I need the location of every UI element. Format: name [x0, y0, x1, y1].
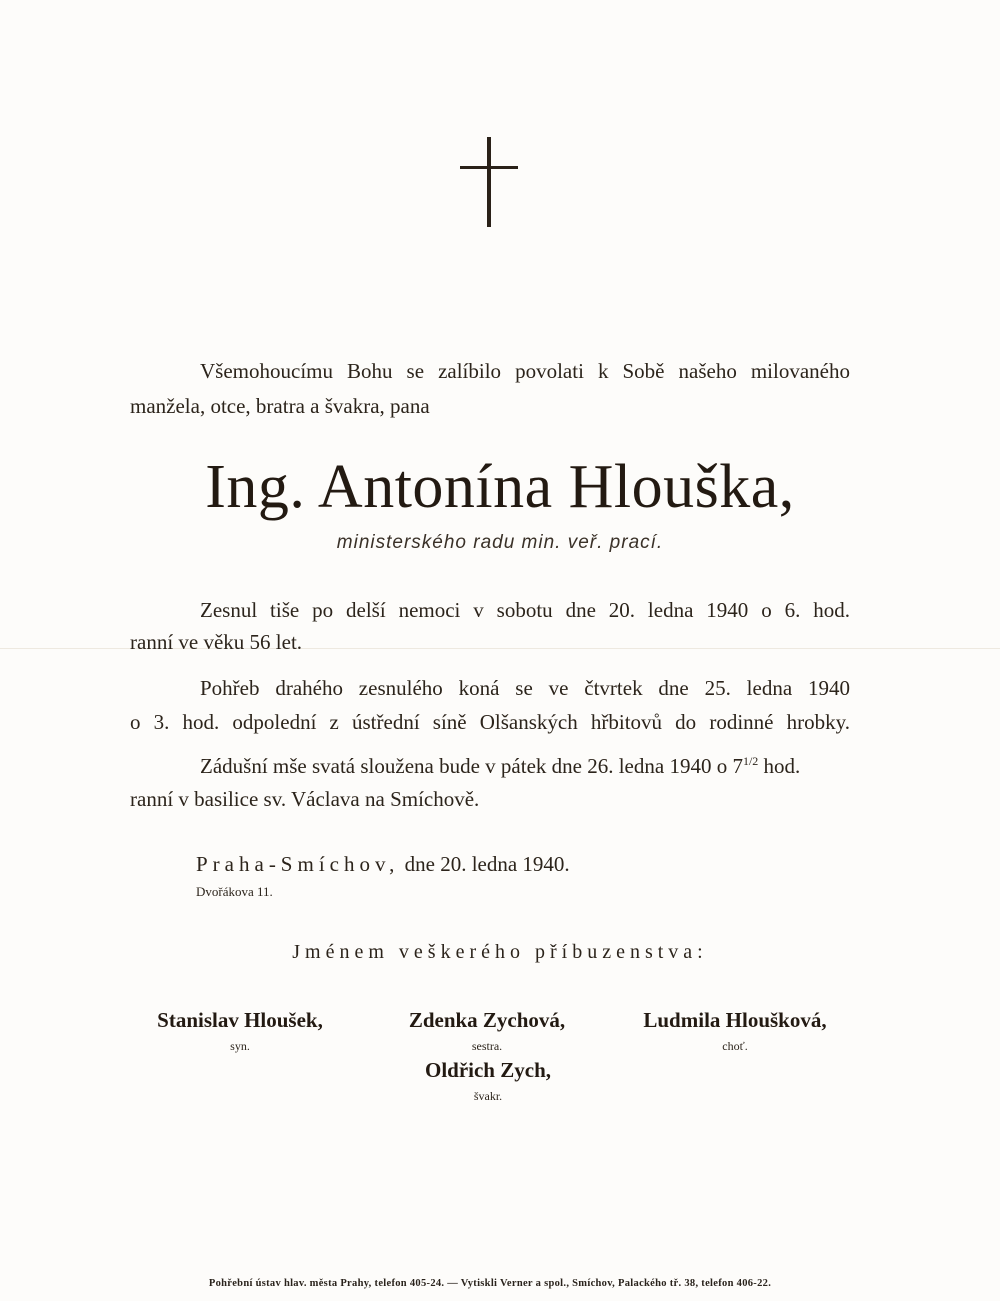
place-date-line: [196, 852, 570, 877]
printer-footer: Pohřební ústav hlav. města Prahy, telefon 405-24. — Vytiskli Verner a spol., Smíchov, Palackého tř. 38, telefon 406-22.: [208, 1278, 772, 1289]
place-city: Praha-Smíchov,: [196, 852, 400, 876]
signatory-name: Oldřich Zych,: [424, 1058, 551, 1082]
signatory-name: Ludmila Hloušková,: [643, 1008, 827, 1032]
signatory-role: švakr.: [473, 1089, 503, 1103]
deceased-title: ministerského radu min. veř. prací.: [336, 532, 664, 553]
funeral-line-2: o 3. hod. odpolední z ústřední síně Olšanských hřbitovů do rodinné hrobky.: [130, 710, 850, 734]
signatory-stanislav: [120, 1008, 360, 1054]
signatory-ludmila: [615, 1008, 855, 1054]
intro-line-2: manžela, otce, bratra a švakra, pana: [130, 394, 430, 418]
family-line: Jménem veškerého příbuzenstva:: [292, 941, 708, 963]
signatory-role: sestra.: [471, 1039, 503, 1053]
signatory-name: Stanislav Hloušek,: [157, 1008, 323, 1032]
signatory-role: syn.: [230, 1039, 250, 1053]
place-address: Dvořákova 11.: [196, 884, 273, 899]
intro-line-1: Všemohoucímu Bohu se zalíbilo povolati k Sobě našeho milovaného: [200, 359, 850, 383]
signatory-zdenka: [367, 1008, 607, 1054]
death-line-2: ranní ve věku 56 let.: [130, 630, 303, 654]
place-date: dne 20. ledna 1940.: [404, 852, 570, 876]
deceased-name: Ing. Antonína Hlouška,: [205, 453, 795, 521]
mass-line-1: [200, 754, 800, 779]
signatory-role: choť.: [722, 1039, 748, 1053]
signatory-name: Zdenka Zychová,: [408, 1008, 566, 1032]
mass-line-1-hod: hod.: [763, 754, 801, 778]
death-line-1: Zesnul tiše po delší nemoci v sobotu dne 20. ledna 1940 o 6. hod.: [200, 598, 850, 622]
mass-line-1-text: Zádušní mše svatá sloužena bude v pátek dne 26. ledna 1940 o 7: [200, 754, 743, 778]
cross-icon: [460, 137, 518, 227]
mass-time-fraction: 1/2: [742, 754, 759, 768]
funeral-line-1: Pohřeb drahého zesnulého koná se ve čtvrtek dne 25. ledna 1940: [200, 676, 850, 700]
mass-line-2: ranní v basilice sv. Václava na Smíchově.: [130, 787, 480, 811]
signatory-oldrich: [368, 1058, 608, 1104]
